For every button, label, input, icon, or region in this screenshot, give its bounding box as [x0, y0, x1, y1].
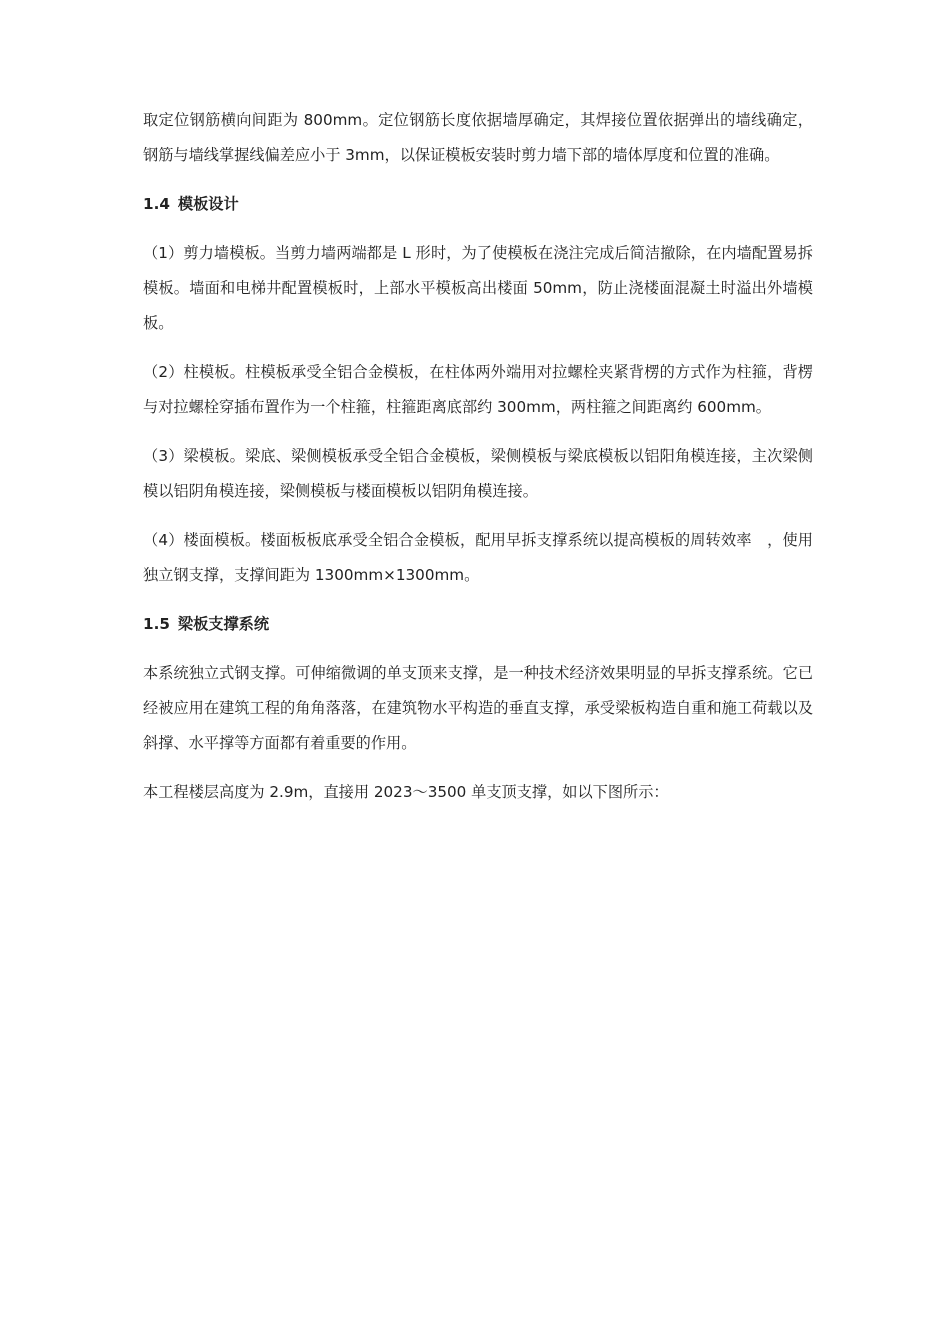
- para-rebar-positioning: 取定位钢筋横向间距为 800mm。定位钢筋长度依据墙厚确定，其焊接位置依据弹出的墙线确定，钢筋与墙线掌握线偏差应小于 3mm，以保证模板安装时剪力墙下部的墙体厚度和位置的准确。: [143, 111, 813, 164]
- heading-beam-slab-support: [143, 607, 813, 642]
- para-beam-formwork: （3）梁模板。梁底、梁侧模板承受全铝合金模板，梁侧模板与梁底模板以铝阳角模连接，主次梁侧模以铝阴角模连接，梁侧模板与楼面模板以铝阴角模连接。: [143, 447, 813, 500]
- para-column-formwork: （2）柱模板。柱模板承受全铝合金模板，在柱体两外端用对拉螺栓夹紧背楞的方式作为柱箍，背楞与对拉螺栓穿插布置作为一个柱箍，柱箍距离底部约 300mm，两柱箍之间距离约 600mm。: [143, 363, 813, 416]
- section-title: 梁板支撑系统: [177, 615, 270, 633]
- heading-formwork-design: [143, 187, 813, 222]
- para-shear-wall-formwork: （1）剪力墙模板。当剪力墙两端都是 L 形时，为了使模板在浇注完成后简洁撤除，在内墙配置易拆模板。墙面和电梯井配置模板时，上部水平模板高出楼面 50mm，防止浇楼面混凝土时溢出外墙模板。: [143, 244, 813, 332]
- document-body: [143, 103, 813, 824]
- para-floor-height: 本工程楼层高度为 2.9m，直接用 2023～3500 单支顶支撑，如以下图所示：: [143, 783, 669, 801]
- section-title: 模板设计: [177, 195, 239, 213]
- section-number: 1.5: [143, 615, 170, 633]
- para-floor-formwork: （4）楼面模板。楼面板板底承受全铝合金模板，配用早拆支撑系统以提高模板的周转效率 ，使用独立钢支撑，支撑间距为 1300mm×1300mm。: [143, 531, 813, 584]
- para-support-system: 本系统独立式钢支撑。可伸缩微调的单支顶来支撑，是一种技术经济效果明显的早拆支撑系统。它已经被应用在建筑工程的角角落落，在建筑物水平构造的垂直支撑，承受梁板构造自重和施工荷载以及斜撑、水平撑等方面都有着重要的作用。: [143, 664, 813, 752]
- section-number: 1.4: [143, 195, 170, 213]
